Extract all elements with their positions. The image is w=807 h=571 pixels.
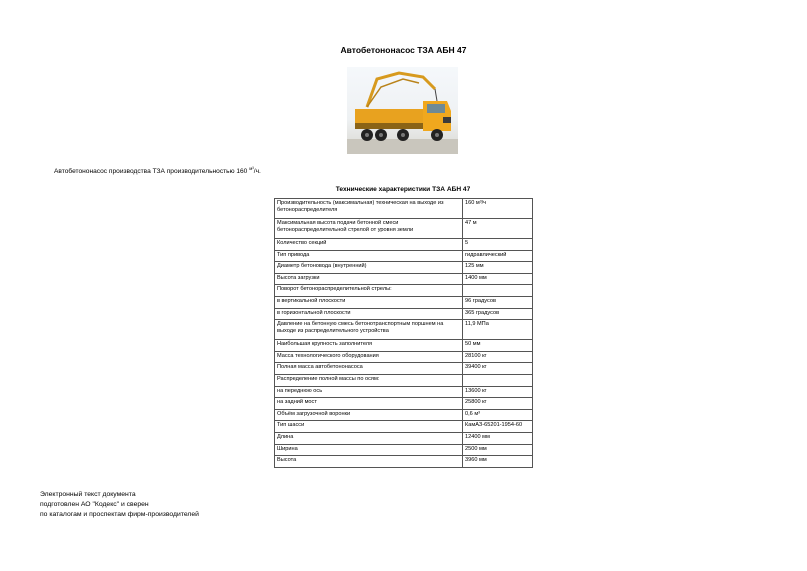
param-cell: Масса технологического оборудования	[275, 351, 463, 363]
param-cell: Максимальная высота подачи бетонной смеси бетонораспределительной стрелой от уровня земли	[275, 219, 463, 239]
param-cell: Полная масса автобетононасоса	[275, 363, 463, 375]
table-row	[275, 296, 533, 308]
table-row	[275, 308, 533, 320]
truck-photo	[347, 67, 458, 154]
table-row	[275, 199, 533, 219]
value-cell: 13600 кг	[463, 386, 533, 398]
footer-line-1: Электронный текст документа	[40, 491, 136, 498]
intro-paragraph	[54, 166, 261, 175]
concrete-pump-truck-image	[347, 67, 458, 154]
value-cell: 365 градусов	[463, 308, 533, 320]
value-cell: 47 м	[463, 219, 533, 239]
table-row	[275, 374, 533, 386]
value-cell: 3960 мм	[463, 456, 533, 468]
table-row	[275, 444, 533, 456]
value-cell: 11,9 МПа	[463, 320, 533, 340]
intro-unit-sup: м³	[249, 166, 254, 171]
param-cell: Диаметр бетоновода (внутренний)	[275, 262, 463, 274]
table-row	[275, 239, 533, 251]
param-cell: Ширина	[275, 444, 463, 456]
table-row	[275, 421, 533, 433]
table-row	[275, 456, 533, 468]
param-cell: Давление на бетонную смесь бетонотранспортным поршнем на выходе из распределительного устройства	[275, 320, 463, 340]
param-cell: в вертикальной плоскости	[275, 296, 463, 308]
param-cell: на задний мост	[275, 398, 463, 410]
table-row	[275, 363, 533, 375]
table-row	[275, 409, 533, 421]
specs-table	[274, 198, 533, 468]
param-cell: на переднюю ось	[275, 386, 463, 398]
param-cell: Поворот бетонораспределительной стрелы:	[275, 285, 463, 297]
param-cell: Наибольшая крупность заполнителя	[275, 340, 463, 352]
param-cell: в горизонтальной плоскости	[275, 308, 463, 320]
intro-text: Автобетононасос производства ТЗА производительностью 160	[54, 168, 250, 176]
table-row	[275, 432, 533, 444]
value-cell	[463, 285, 533, 297]
value-cell: 28100 кг	[463, 351, 533, 363]
table-row	[275, 386, 533, 398]
footer-line-3: по каталогам и проспектам фирм-производителей	[40, 511, 199, 518]
table-row	[275, 398, 533, 410]
value-cell: 125 мм	[463, 262, 533, 274]
table-row	[275, 320, 533, 340]
value-cell: 160 м³/ч	[463, 199, 533, 219]
value-cell	[463, 374, 533, 386]
value-cell: 25800 кг	[463, 398, 533, 410]
param-cell: Распределение полной массы по осям:	[275, 374, 463, 386]
page-title: Автобетононасос ТЗА АБН 47	[340, 45, 467, 55]
value-cell: 96 градусов	[463, 296, 533, 308]
value-cell: 12400 мм	[463, 432, 533, 444]
value-cell: 5	[463, 239, 533, 251]
table-row	[275, 351, 533, 363]
specs-table-body	[275, 199, 533, 468]
value-cell: гидравлический	[463, 250, 533, 262]
param-cell: Количество секций	[275, 239, 463, 251]
value-cell: 0,6 м³	[463, 409, 533, 421]
table-row	[275, 340, 533, 352]
param-cell: Объём загрузочной воронки	[275, 409, 463, 421]
table-row	[275, 273, 533, 285]
param-cell: Производительность (максимальная) техническая на выходе из бетонораспределителя	[275, 199, 463, 219]
value-cell: КамАЗ-65201-1954-60	[463, 421, 533, 433]
value-cell: 2500 мм	[463, 444, 533, 456]
param-cell: Высота	[275, 456, 463, 468]
param-cell: Длина	[275, 432, 463, 444]
table-row	[275, 285, 533, 297]
footer-line-2: подготовлен АО "Кодекс" и сверен	[40, 501, 149, 508]
value-cell: 50 мм	[463, 340, 533, 352]
param-cell: Тип привода	[275, 250, 463, 262]
table-row	[275, 262, 533, 274]
value-cell: 39400 кг	[463, 363, 533, 375]
param-cell: Тип шасси	[275, 421, 463, 433]
footer-note	[40, 490, 199, 520]
table-row	[275, 219, 533, 239]
table-title: Технические характеристики ТЗА АБН 47	[335, 186, 471, 193]
value-cell: 1400 мм	[463, 273, 533, 285]
param-cell: Высота загрузки	[275, 273, 463, 285]
intro-unit-tail: /ч.	[253, 168, 261, 176]
table-row	[275, 250, 533, 262]
